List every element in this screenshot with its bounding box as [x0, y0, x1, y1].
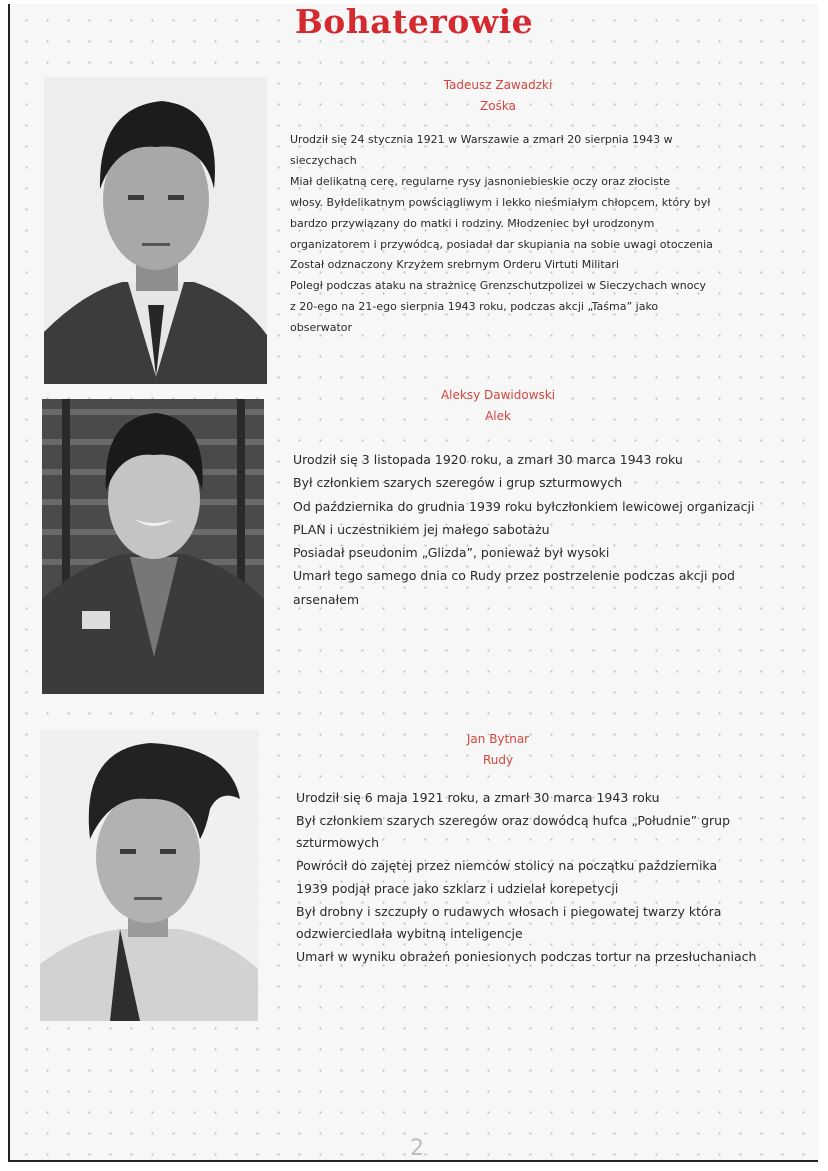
- bio-line: Urodził się 24 stycznia 1921 w Warszawie a zmarł 20 sierpnia 1943 w: [290, 133, 673, 146]
- bio-line: Był członkiem szarych szeregów i grup szturmowych: [293, 475, 623, 491]
- bio-line: obserwator: [290, 321, 353, 335]
- bio-line: odzwierciedlała wybitną inteligencje: [296, 926, 523, 942]
- bio-line: 1939 podjął prace jako szklarz i udzielał korepetycji: [296, 880, 619, 896]
- bio-line: Posiadał pseudonim „Glizda”, ponieważ był wysoki: [293, 545, 610, 561]
- bio-line: Był członkiem szarych szeregów oraz dowódcą hufca „Południe” grup: [296, 812, 731, 828]
- document-page: [8, 4, 818, 1162]
- bio-line: Urodził się 3 listopada 1920 roku, a zmarł 30 marca 1943 roku: [293, 452, 683, 467]
- hero-1-name-block: [398, 75, 598, 117]
- bio-line: Miał delikatną cerę, regularne rysy jasnoniebieskie oczy oraz złociste: [290, 174, 671, 188]
- page-title: Bohaterowie: [294, 4, 534, 41]
- hero-3-photo: [40, 729, 258, 1021]
- page-number: 2: [410, 1136, 424, 1161]
- bio-line: Został odznaczony Krzyżem srebrnym Orderu Virtuti Militari: [290, 258, 619, 272]
- portrait-photo-icon: [42, 399, 264, 694]
- bio-line: szturmowych: [296, 835, 380, 851]
- hero-1-photo: [44, 77, 267, 384]
- bio-line: Umarł tego samego dnia co Rudy przez postrzelenie podczas akcji pod: [293, 568, 735, 584]
- bio-line: Powrócił do zajętej przez niemców stolicy na początku października: [296, 858, 718, 874]
- hero-3-pseudonym: Rudy: [482, 753, 514, 767]
- hero-2-bio: [293, 448, 754, 611]
- hero-2-name-block: [398, 385, 598, 427]
- hero-3-bio: [296, 787, 756, 969]
- bio-line: Od października do grudnia 1939 roku byłczłonkiem lewicowej organizacji: [293, 498, 755, 514]
- hero-2-photo: [42, 399, 264, 694]
- bio-line: sieczychach: [290, 153, 357, 167]
- bio-line: Był drobny i szczupły o rudawych włosach i piegowatej twarzy która: [296, 903, 722, 919]
- hero-3-name-block: [398, 729, 598, 771]
- hero-2-name: Aleksy Dawidowski: [440, 388, 556, 402]
- bio-line: PLAN i uczestnikiem jej małego sabotażu: [293, 521, 550, 537]
- bio-line: bardzo przywiązany do matki i rodziny. Młodzeniec był urodzonym: [290, 216, 655, 230]
- hero-2-pseudonym: Alek: [485, 409, 511, 423]
- portrait-photo-icon: [44, 77, 267, 384]
- hero-1-name: Tadeusz Zawadzki: [443, 78, 553, 92]
- portrait-photo-icon: [40, 729, 258, 1021]
- bio-line: Poległ podczas ataku na strażnicę Grenzschutzpolizei w Sieczychach wnocy: [290, 279, 707, 293]
- bio-line: Urodził się 6 maja 1921 roku, a zmarł 30 marca 1943 roku: [296, 790, 660, 805]
- bio-line: Umarł w wyniku obrażeń poniesionych podczas tortur na przesłuchaniach: [296, 948, 757, 964]
- hero-1-pseudonym: Zośka: [480, 99, 516, 113]
- hero-1-bio: [290, 130, 713, 339]
- bio-line: organizatorem i przywódcą, posiadał dar skupiania na sobie uwagi otoczenia: [290, 237, 713, 251]
- bio-line: włosy. Byłdelikatnym powściągliwym i lekko nieśmiałym chłopcem, który był: [290, 195, 711, 209]
- hero-3-name: Jan Bytnar: [466, 732, 530, 746]
- bio-line: z 20-ego na 21-ego sierpnia 1943 roku, podczas akcji „Taśma” jako: [290, 300, 659, 314]
- bio-line: arsenałem: [293, 591, 360, 607]
